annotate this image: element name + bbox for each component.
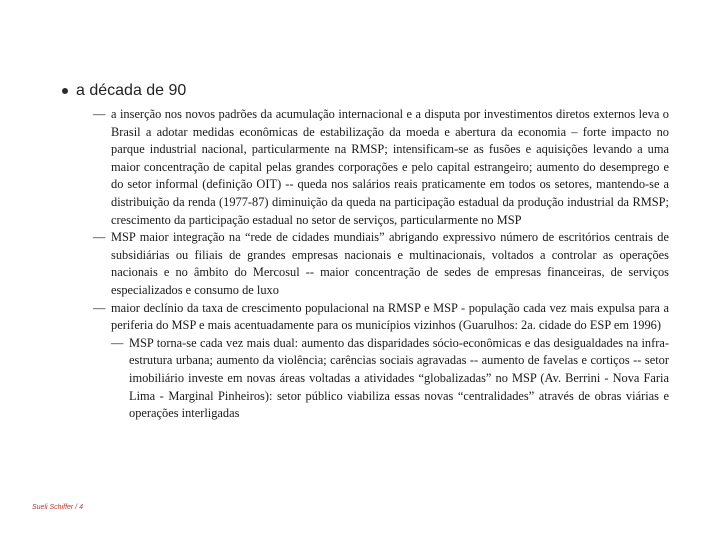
list-item xyxy=(93,106,669,229)
item-text: a inserção nos novos padrões da acumulação internacional e a disputa por investimentos diretos externos leva o Brasil a adotar medidas econômicas de estabilização da moeda e abertura da economia – forte impacto no parque industrial nacional, particularmente na RMSP; intensificam-se as fusões e aquisições levando a uma maior concentração de capital pelas grandes corporações e pelo capital estrangeiro; aumento do desemprego e do setor informal (definição OIT) -- queda nos salários reais praticamente em todos os setores, mantendo-se a distribuição da renda (1977-87) diminuição da queda na participação estadual da produção industrial da RMSP; crescimento da participação estadual no setor de serviços, particularmente no MSP xyxy=(111,107,669,227)
heading-text: a década de 90 xyxy=(76,82,187,99)
content-body xyxy=(93,106,669,423)
item-text: maior declínio da taxa de crescimento populacional na RMSP e MSP - população cada vez mais expulsa para a periferia do MSP e mais acentuadamente para os municípios vizinhos (Guarulhos: 2a. cidade do ESP em 1996) xyxy=(111,300,669,333)
dash-marker: — xyxy=(111,335,124,350)
item-text: MSP maior integração na “rede de cidades mundiais” abrigando expressivo número de escritórios centrais de subsidiárias ou filiais de grandes empresas nacionais e multinacionais, voltados a controlar as operações nacionais e no âmbito do Mercosul -- maior concentração de sedes de empresas financeiras, de serviços especializados e consumo de luxo xyxy=(111,230,669,297)
list-item-sub xyxy=(111,335,669,423)
slide-heading xyxy=(62,82,186,100)
list-item xyxy=(93,300,669,335)
list-item xyxy=(93,229,669,299)
dash-marker: — xyxy=(93,230,106,245)
bullet-icon xyxy=(62,88,68,94)
footer-credit: Sueli Schiffer / 4 xyxy=(32,504,83,511)
dash-marker: — xyxy=(93,107,106,121)
item-text: MSP torna-se cada vez mais dual: aumento das disparidades sócio-econômicas e das desigualdades na infra-estrutura urbana; aumento da violência; carências sociais agravadas -- aumento de favelas e cortiços -- setor imobiliário investe em novas áreas voltadas a atividades “globalizadas” no MSP (Av. Berrini - Nova Faria Lima - Marginal Pinheiros): setor público viabiliza essas novas “centralidades” através de obras viárias e operações interligadas xyxy=(129,335,669,421)
dash-marker: — xyxy=(93,300,106,315)
